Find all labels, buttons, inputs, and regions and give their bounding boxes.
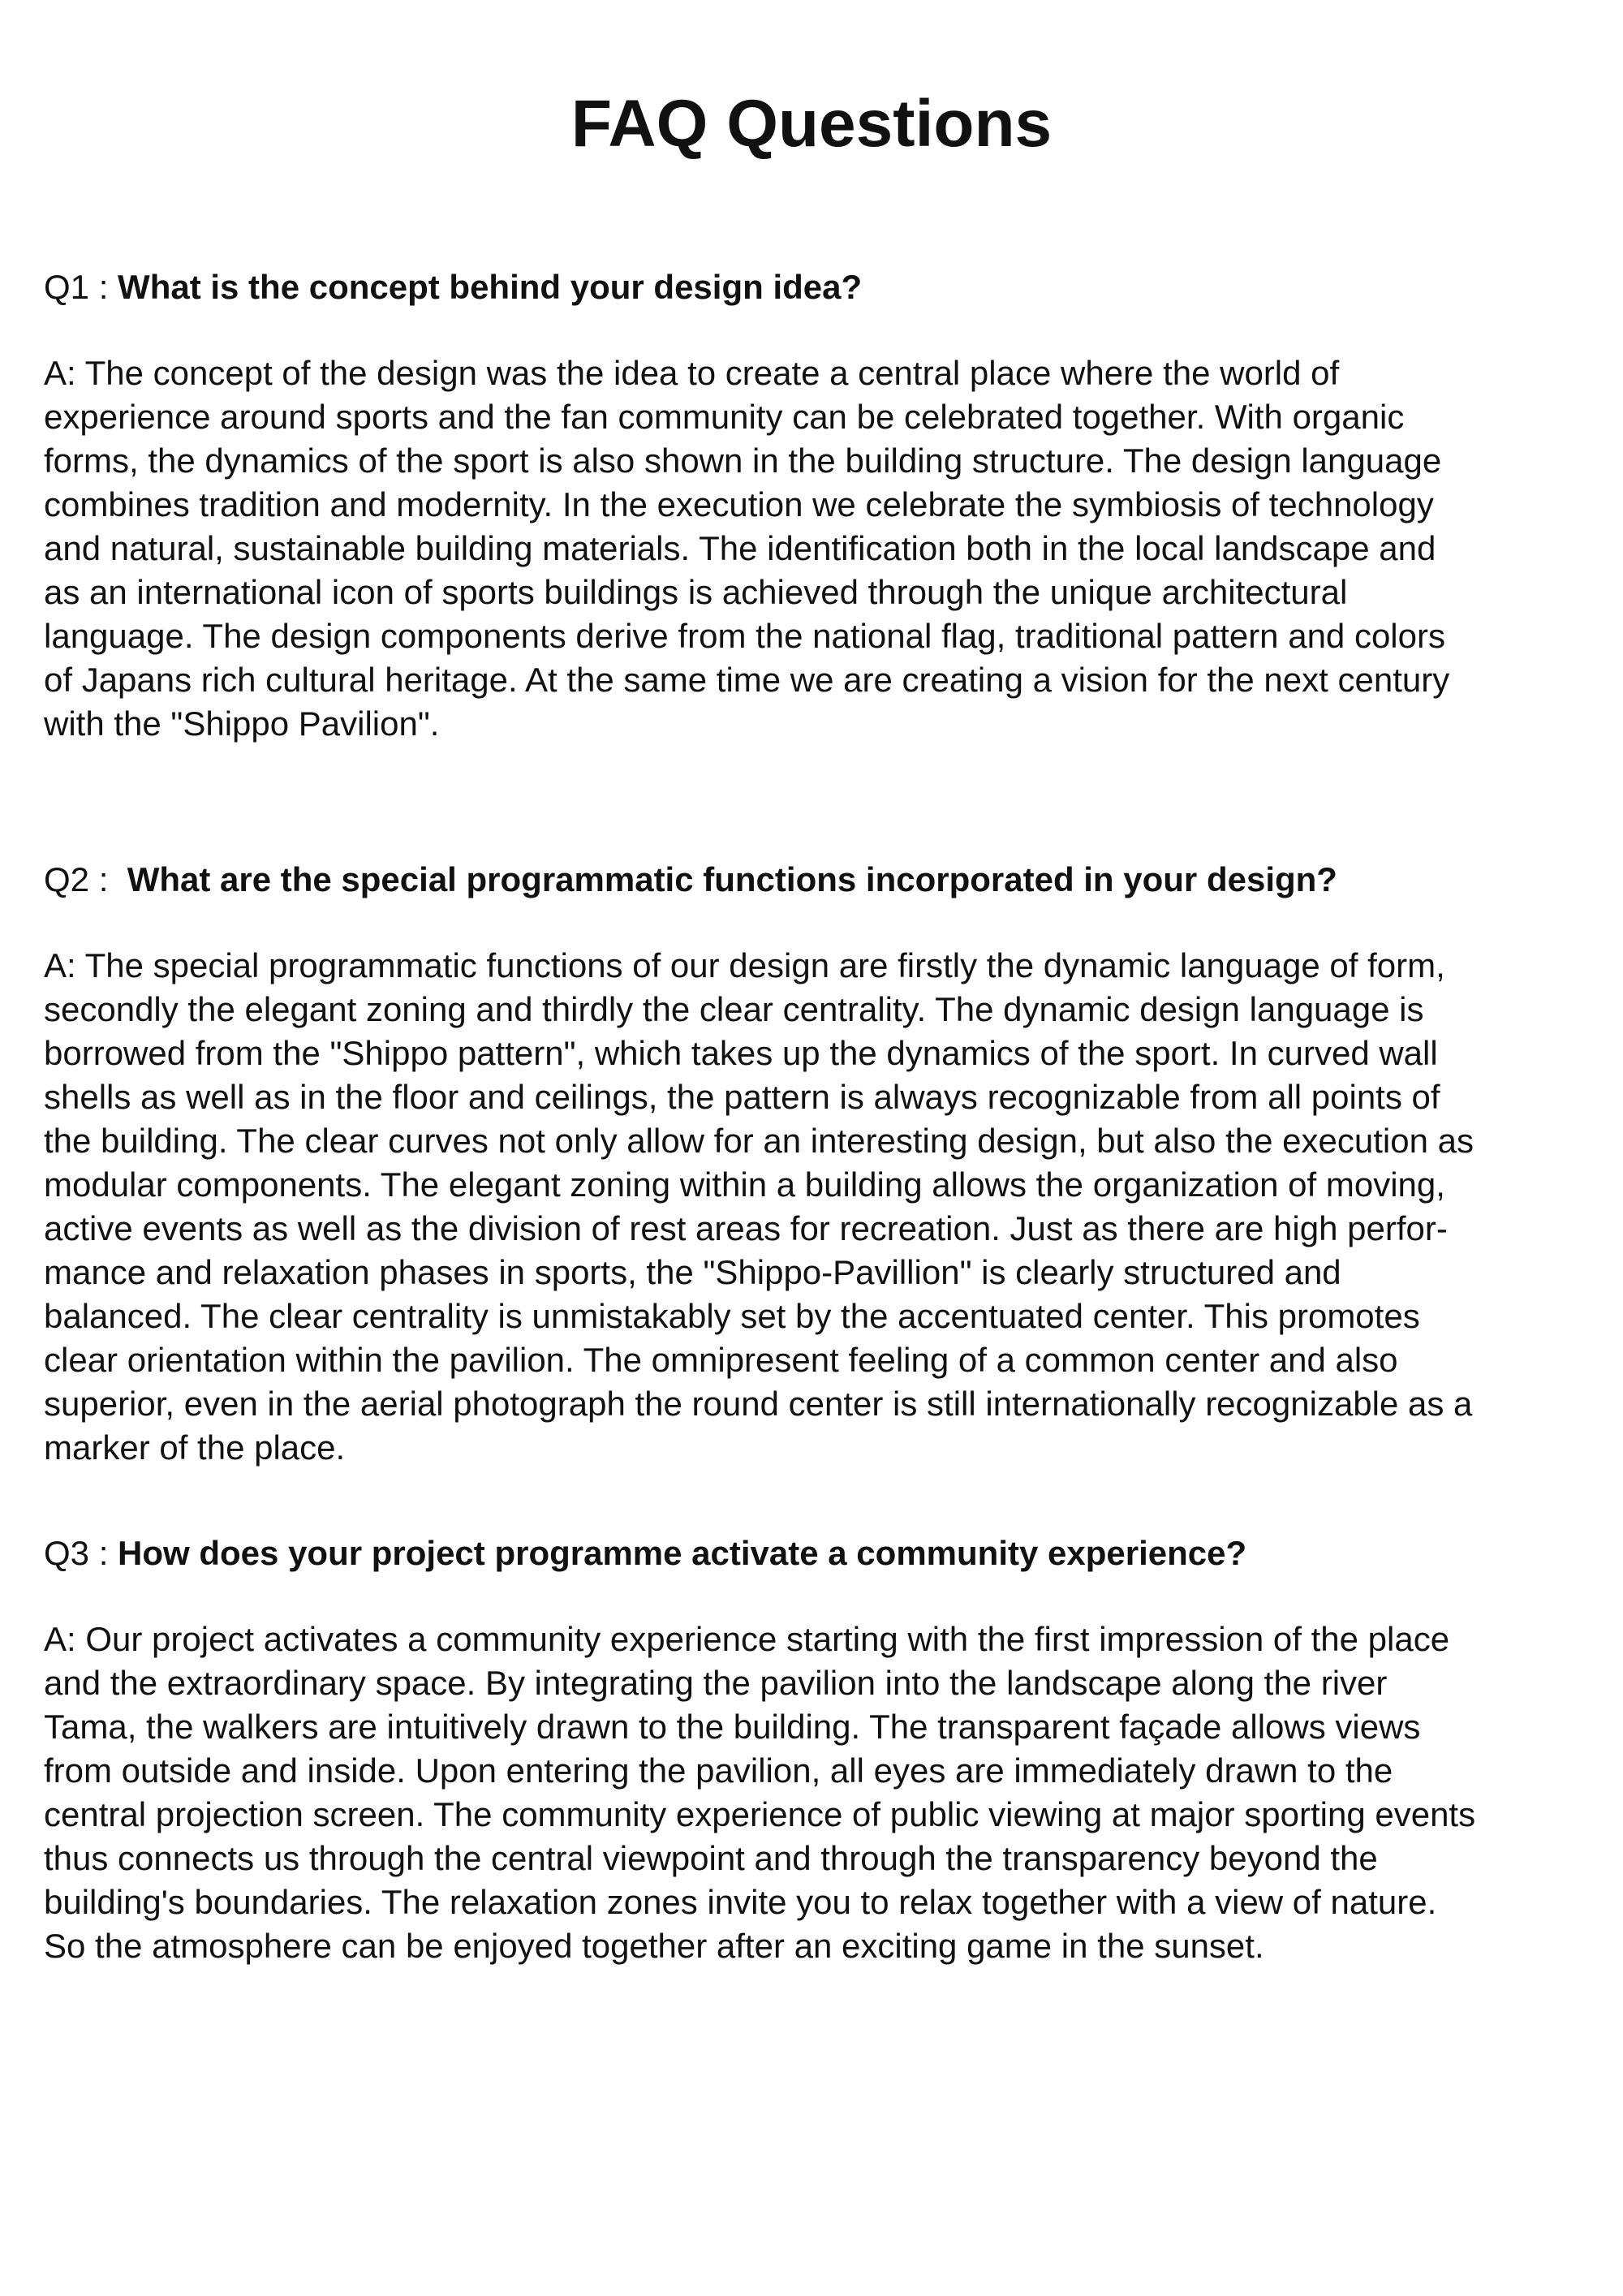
answer-line: A: Our project activates a community experience starting with the first impression of the place — [44, 1620, 1450, 1658]
faq-item-q3 — [44, 1531, 1586, 1968]
answer-line: language. The design components derive from the national flag, traditional pattern and colors — [44, 617, 1445, 655]
faq-item-q2 — [44, 858, 1586, 1470]
answer-line: building's boundaries. The relaxation zones invite you to relax together with a view of nature. — [44, 1883, 1437, 1921]
answer-line: and natural, sustainable building materials. The identification both in the local landscape and — [44, 529, 1436, 567]
question-text-q3: How does your project programme activate a community experience? — [118, 1534, 1247, 1572]
question-q3 — [44, 1531, 1586, 1575]
answer-line: mance and relaxation phases in sports, the "Shippo-Pavillion" is clearly structured and — [44, 1253, 1341, 1291]
answer-line: forms, the dynamics of the sport is also shown in the building structure. The design language — [44, 442, 1442, 480]
question-label-q2: Q2 : — [44, 860, 127, 898]
page-title: FAQ Questions — [570, 87, 1053, 161]
answer-line: A: The concept of the design was the idea to create a central place where the world of — [44, 354, 1340, 392]
answer-line: experience around sports and the fan community can be celebrated together. With organic — [44, 398, 1405, 436]
answer-q2 — [44, 944, 1586, 1470]
answer-line: as an international icon of sports buildings is achieved through the unique architectural — [44, 573, 1348, 611]
answer-line: of Japans rich cultural heritage. At the same time we are creating a vision for the next century — [44, 661, 1450, 699]
answer-line: A: The special programmatic functions of our design are firstly the dynamic language of form, — [44, 946, 1445, 984]
answer-line: secondly the elegant zoning and thirdly the clear centrality. The dynamic design language is — [44, 990, 1424, 1028]
answer-line: shells as well as in the floor and ceilings, the pattern is always recognizable from all points of — [44, 1078, 1440, 1116]
answer-line: central projection screen. The community experience of public viewing at major sporting events — [44, 1795, 1476, 1833]
answer-line: superior, even in the aerial photograph the round center is still internationally recognizable as a — [44, 1385, 1473, 1423]
question-q1 — [44, 265, 1586, 309]
answer-line: marker of the place. — [44, 1428, 346, 1467]
answer-line: borrowed from the "Shippo pattern", which takes up the dynamics of the sport. In curved wall — [44, 1034, 1438, 1072]
faq-item-q1 — [44, 265, 1586, 746]
answer-line: the building. The clear curves not only allow for an interesting design, but also the execution as — [44, 1122, 1474, 1160]
question-label-q3: Q3 : — [44, 1534, 118, 1572]
answer-line: clear orientation within the pavilion. The omnipresent feeling of a common center and also — [44, 1341, 1398, 1379]
question-text-q1: What is the concept behind your design idea? — [118, 268, 863, 306]
answer-line: with the "Shippo Pavilion". — [44, 704, 440, 743]
question-text-q2: What are the special programmatic functions incorporated in your design? — [127, 860, 1337, 898]
answer-q1 — [44, 351, 1586, 746]
answer-line: So the atmosphere can be enjoyed together after an exciting game in the sunset. — [44, 1927, 1264, 1965]
answer-line: combines tradition and modernity. In the execution we celebrate the symbiosis of technology — [44, 485, 1434, 523]
answer-line: and the extraordinary space. By integrating the pavilion into the landscape along the river — [44, 1664, 1388, 1702]
answer-line: thus connects us through the central viewpoint and through the transparency beyond the — [44, 1839, 1378, 1877]
answer-line: active events as well as the division of rest areas for recreation. Just as there are high perfor- — [44, 1209, 1448, 1247]
question-label-q1: Q1 : — [44, 268, 118, 306]
question-q2 — [44, 858, 1586, 902]
answer-line: from outside and inside. Upon entering the pavilion, all eyes are immediately drawn to the — [44, 1751, 1393, 1790]
answer-line: Tama, the walkers are intuitively drawn to the building. The transparent façade allows views — [44, 1708, 1421, 1746]
answer-line: modular components. The elegant zoning within a building allows the organization of moving, — [44, 1165, 1445, 1204]
answer-line: balanced. The clear centrality is unmistakably set by the accentuated center. This promotes — [44, 1297, 1420, 1335]
answer-q3 — [44, 1618, 1586, 1968]
